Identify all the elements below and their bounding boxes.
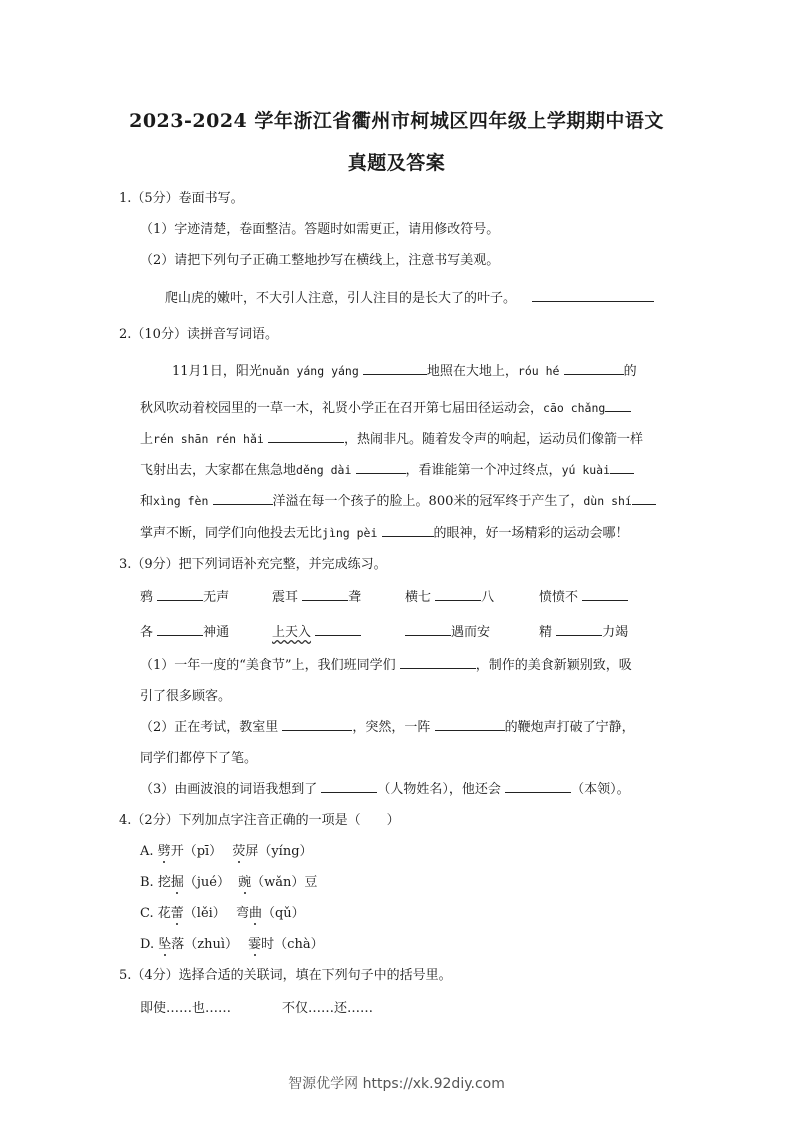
text: 神通 xyxy=(203,625,230,640)
dotted-char: 曲 xyxy=(248,906,262,921)
text: （1）一年一度的“美食节”上，我们班同学们 xyxy=(140,658,396,673)
q1-sub2: （2）请把下列句子正确工整地抄写在横线上，注意书写美观。 xyxy=(140,253,500,268)
q2-line2 xyxy=(140,397,631,416)
answer-blank[interactable] xyxy=(556,623,602,636)
q2-line1 xyxy=(172,360,637,379)
q4-option-b[interactable] xyxy=(140,871,317,890)
q3-s1-line2: 引了很多顾客。 xyxy=(140,689,232,704)
text: （人物姓名），他还会 xyxy=(377,782,501,797)
pinyin: jìng pèi xyxy=(322,526,378,540)
text: 无声 xyxy=(203,590,230,605)
text: 屏（yíng） xyxy=(245,844,313,859)
q5-option-2: 不仅……还…… xyxy=(282,1001,374,1016)
text: 地照在大地上， xyxy=(426,364,518,379)
text: ，看谁能第一个冲过终点， xyxy=(405,463,562,478)
dotted-char: 蕾 xyxy=(170,906,184,921)
q3-idiom-5 xyxy=(140,621,229,640)
option-label: D. xyxy=(140,937,155,952)
q2-line6 xyxy=(140,522,629,541)
q3-s1-line1 xyxy=(140,654,632,673)
text: 秋风吹动着校园里的一草一木，礼贤小学正在召开第七届田径运动会， xyxy=(140,401,544,416)
doc-title-line2: 真题及答案 xyxy=(347,152,446,174)
answer-blank[interactable] xyxy=(582,588,628,601)
text: 聋 xyxy=(348,590,362,605)
text: （lěi） xyxy=(183,906,226,921)
text: 开（pī） xyxy=(170,844,223,859)
q1-sub1: （1）字迹清楚，卷面整洁。答题时如需更正，请用修改符号。 xyxy=(140,222,500,237)
option-label: B. xyxy=(140,875,154,890)
q3-idiom-3 xyxy=(405,586,494,605)
q4-option-a[interactable] xyxy=(140,840,313,859)
q3-heading: 3.（9分）把下列词语补充完整，并完成练习。 xyxy=(119,557,387,572)
q3-s2-line2: 同学们都停下了笔。 xyxy=(140,751,258,766)
text: 横七 xyxy=(405,590,432,605)
q2-line4 xyxy=(140,459,634,478)
text: （3）由画波浪的词语我想到了 xyxy=(140,782,318,797)
wavy-underlined-text: 上天入 xyxy=(272,625,312,640)
text: 八 xyxy=(481,590,495,605)
option-label: C. xyxy=(140,906,154,921)
text: 掌声不断，同学们向他投去无比 xyxy=(140,526,323,541)
q3-idiom-6 xyxy=(272,621,361,640)
text: （本领）。 xyxy=(571,782,630,797)
pinyin: xìng fèn xyxy=(153,494,209,508)
text: 精 xyxy=(539,625,553,640)
dotted-char: 荧 xyxy=(232,844,246,859)
q2-line3 xyxy=(140,428,643,447)
text: 挖 xyxy=(157,875,171,890)
answer-blank[interactable] xyxy=(435,588,481,601)
q3-idiom-8 xyxy=(539,621,628,640)
answer-blank[interactable] xyxy=(382,524,434,537)
q3-idiom-7 xyxy=(405,621,490,640)
q2-heading: 2.（10分）读拼音写词语。 xyxy=(119,327,278,342)
pinyin: dùn shí xyxy=(583,494,632,508)
text: 11月1日，阳光 xyxy=(172,364,262,379)
answer-blank[interactable] xyxy=(157,623,203,636)
text: ，突然，一阵 xyxy=(352,720,431,735)
dotted-char: 掘 xyxy=(170,875,184,890)
pinyin: cāo chǎng xyxy=(543,401,606,415)
pinyin: rén shān rén hǎi xyxy=(153,432,264,446)
q4-option-d[interactable] xyxy=(140,933,324,952)
dotted-char: 豌 xyxy=(238,875,252,890)
dotted-char: 坠 xyxy=(158,937,172,952)
text: 落（zhuì） xyxy=(171,937,239,952)
text: ，热闹非凡。随着发令声的响起，运动员们像箭一样 xyxy=(343,432,643,447)
text: （qǔ） xyxy=(261,906,305,921)
text: 力竭 xyxy=(602,625,629,640)
text: 的 xyxy=(623,364,637,379)
dotted-char: 劈 xyxy=(157,844,171,859)
answer-blank[interactable] xyxy=(282,718,352,731)
q4-option-c[interactable] xyxy=(140,902,305,921)
text: 震耳 xyxy=(272,590,299,605)
answer-blank[interactable] xyxy=(157,588,203,601)
dotted-char: 霎 xyxy=(248,937,262,952)
answer-blank[interactable] xyxy=(302,588,348,601)
q1-sentence-row xyxy=(165,287,654,306)
text: （wǎn）豆 xyxy=(251,875,318,890)
answer-blank[interactable] xyxy=(505,780,571,793)
text: 花 xyxy=(157,906,171,921)
option-label: A. xyxy=(140,844,154,859)
text: 上 xyxy=(140,432,154,447)
q5-heading: 5.（4分）选择合适的关联词，填在下列句子中的括号里。 xyxy=(119,968,452,983)
q1-sentence: 爬山虎的嫩叶，不大引人注意，引人注目的是长大了的叶子。 xyxy=(165,291,517,306)
answer-blank[interactable] xyxy=(405,623,451,636)
answer-blank[interactable] xyxy=(400,656,476,669)
answer-blank[interactable] xyxy=(605,399,631,412)
text: （jué） xyxy=(183,875,230,890)
q5-option-1: 即使……也…… xyxy=(140,1001,232,1016)
text: 的眼神，好一场精彩的运动会哪！ xyxy=(433,526,629,541)
answer-blank[interactable] xyxy=(356,461,406,474)
q1-answer-line[interactable] xyxy=(532,289,654,302)
answer-blank[interactable] xyxy=(213,492,273,505)
q3-s3-line xyxy=(140,778,630,797)
text: 愤愤不 xyxy=(539,590,579,605)
q3-s2-line1 xyxy=(140,716,635,735)
text: 洋溢在每一个孩子的脸上。800米的冠军终于产生了， xyxy=(272,494,584,509)
footer-watermark: 智源优学网 https://xk.92diy.com xyxy=(288,1076,505,1092)
q3-idiom-4 xyxy=(539,586,628,605)
q2-line5 xyxy=(140,490,656,509)
q3-idiom-1 xyxy=(140,586,229,605)
text: 遇而安 xyxy=(451,625,491,640)
q4-heading: 4.（2分）下列加点字注音正确的一项是（ ） xyxy=(119,813,400,828)
answer-blank[interactable] xyxy=(321,780,377,793)
text: 时（chà） xyxy=(261,937,324,952)
pinyin: děng dài xyxy=(296,463,352,477)
pinyin: nuǎn yáng yáng xyxy=(261,364,359,378)
text: ，制作的美食新颖别致，吸 xyxy=(475,658,632,673)
text: 弯 xyxy=(235,906,249,921)
answer-blank[interactable] xyxy=(632,492,656,505)
pinyin: róu hé xyxy=(517,364,560,378)
text: （2）正在考试，教室里 xyxy=(140,720,279,735)
answer-blank[interactable] xyxy=(315,623,361,636)
answer-blank[interactable] xyxy=(435,718,505,731)
q1-heading: 1.（5分）卷面书写。 xyxy=(119,191,244,206)
text: 鸦 xyxy=(140,590,154,605)
text: 各 xyxy=(140,625,154,640)
text: 的鞭炮声打破了宁静， xyxy=(504,720,635,735)
doc-title-line1: 2023-2024 学年浙江省衢州市柯城区四年级上学期期中语文 xyxy=(129,110,664,132)
text: 和 xyxy=(140,494,154,509)
answer-blank[interactable] xyxy=(268,430,344,443)
text: 飞射出去，大家都在焦急地 xyxy=(140,463,297,478)
q3-idiom-2 xyxy=(272,586,361,605)
answer-blank[interactable] xyxy=(610,461,634,474)
answer-blank[interactable] xyxy=(363,362,427,375)
pinyin: yú kuài xyxy=(561,463,611,477)
answer-blank[interactable] xyxy=(564,362,624,375)
